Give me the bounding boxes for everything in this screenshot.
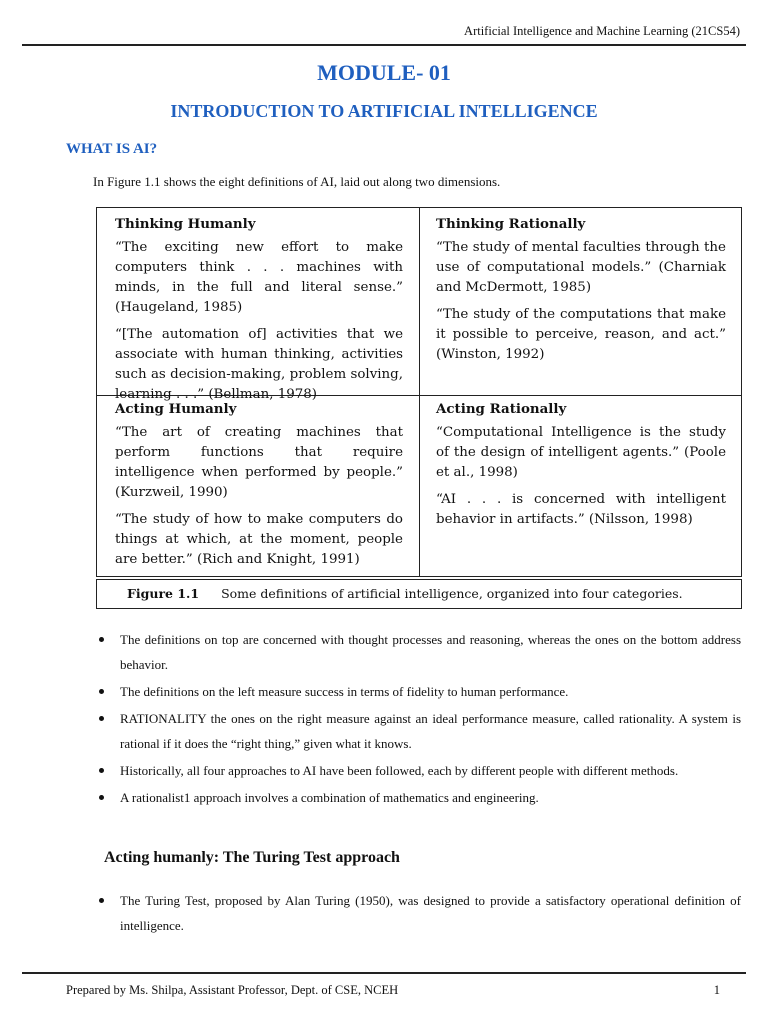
footer-prepared-by: Prepared by Ms. Shilpa, Assistant Professor, Dept. of CSE, NCEH	[66, 983, 399, 997]
definition-quote: “The study of the computations that make it possible to perceive, reason, and act.” (Winston, 1992)	[436, 307, 726, 362]
definition-quote: “AI . . . is concerned with intelligent behavior in artifacts.” (Nilsson, 1998)	[436, 492, 726, 527]
bullet-list	[96, 627, 741, 812]
list-item: A rationalist1 approach involves a combination of mathematics and engineering.	[96, 785, 741, 810]
running-header: Artificial Intelligence and Machine Learning (21CS54)	[464, 24, 740, 38]
figure-label: Figure 1.1	[127, 586, 200, 601]
cell-acting-humanly	[115, 399, 403, 570]
list-item: The Turing Test, proposed by Alan Turing (1950), was designed to provide a satisfactory operational definition of intelligence.	[96, 888, 741, 938]
page-number: 1	[713, 983, 720, 997]
list-item: RATIONALITY the ones on the right measure against an ideal performance measure, called rationality. A system is rational if it does the “right thing,” given what it knows.	[96, 706, 741, 756]
intro-paragraph: In Figure 1.1 shows the eight definitions of AI, laid out along two dimensions.	[93, 174, 501, 189]
section-heading-what-is-ai: WHAT IS AI?	[66, 141, 158, 157]
section-heading-turing-test: Acting humanly: The Turing Test approach	[104, 849, 400, 866]
table-vertical-divider	[419, 208, 420, 576]
list-item: The definitions on top are concerned with thought processes and reasoning, whereas the ones on the bottom address behavior.	[96, 627, 741, 677]
cell-thinking-humanly	[115, 214, 403, 405]
cell-title: Acting Rationally	[436, 401, 567, 417]
list-item: Historically, all four approaches to AI have been followed, each by different people with different methods.	[96, 758, 741, 783]
definition-quote: “The art of creating machines that perform functions that require intelligence when performed by people.” (Kurzweil, 1990)	[115, 425, 403, 500]
cell-title: Thinking Humanly	[115, 216, 256, 232]
cell-thinking-rationally	[436, 214, 726, 365]
cell-title: Acting Humanly	[115, 401, 237, 417]
cell-acting-rationally	[436, 399, 726, 530]
figure-caption	[96, 579, 742, 609]
list-item: The definitions on the left measure success in terms of fidelity to human performance.	[96, 679, 741, 704]
cell-title: Thinking Rationally	[436, 216, 586, 232]
figure-definitions-table	[96, 207, 742, 577]
turing-bullet-list	[96, 888, 741, 940]
module-title: MODULE- 01	[317, 60, 451, 85]
definition-quote: “[The automation of] activities that we associate with human thinking, activities such as decision-making, problem solving, learning . . .” (Bellman, 1978)	[115, 327, 403, 402]
header-divider	[22, 44, 746, 46]
definition-quote: “The study of how to make computers do things at which, at the moment, people are better.” (Rich and Knight, 1991)	[115, 512, 403, 567]
definition-quote: “The exciting new effort to make computers think . . . machines with minds, in the full and literal sense.” (Haugeland, 1985)	[115, 240, 403, 315]
definition-quote: “The study of mental faculties through the use of computational models.” (Charniak and McDermott, 1985)	[436, 240, 726, 295]
definition-quote: “Computational Intelligence is the study of the design of intelligent agents.” (Poole et al., 1998)	[436, 425, 726, 480]
footer-divider	[22, 972, 746, 974]
chapter-title: INTRODUCTION TO ARTIFICIAL INTELLIGENCE	[170, 101, 598, 121]
figure-caption-text: Some definitions of artificial intelligence, organized into four categories.	[221, 586, 683, 601]
